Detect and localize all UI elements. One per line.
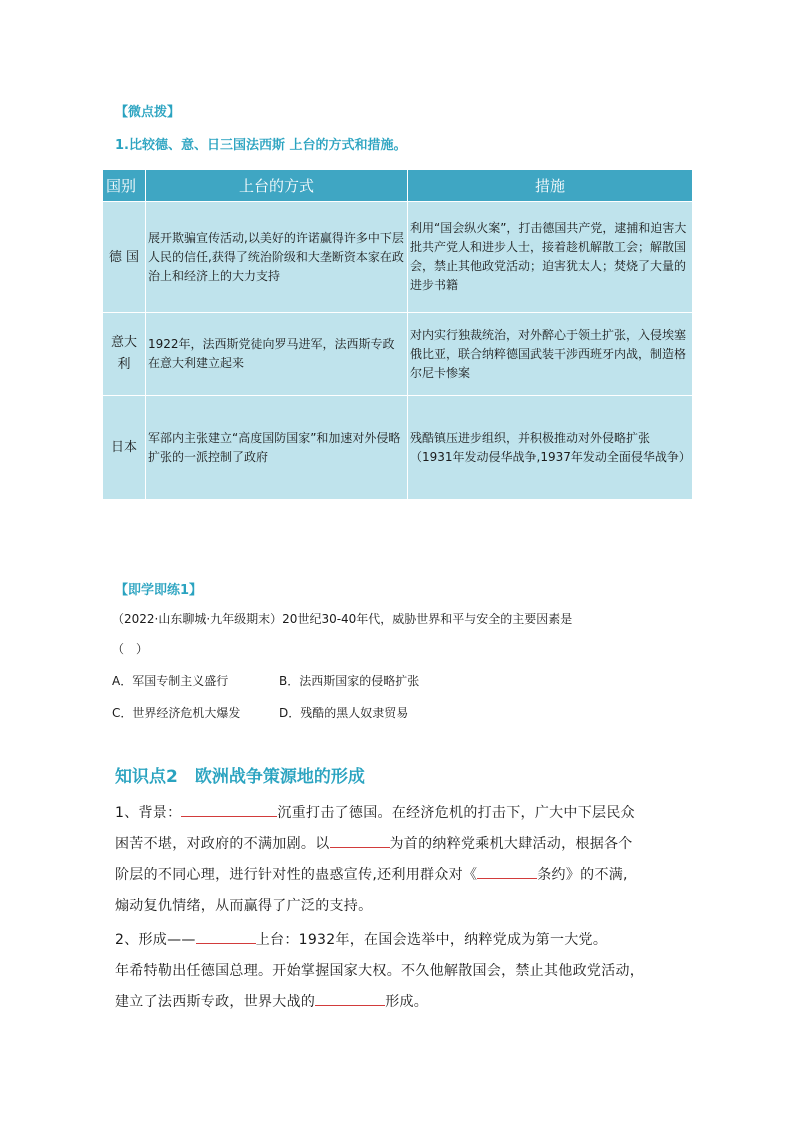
formation-line-2 — [115, 960, 644, 980]
formation-line-3 — [115, 991, 428, 1011]
method-cell: 1922年，法西斯党徒向罗马进军，法西斯专政在意大利建立起来 — [146, 313, 408, 396]
table-header-row — [103, 170, 693, 202]
comparison-table — [102, 169, 693, 500]
knowledge-point-title: 知识点2 欧洲战争策源地的形成 — [115, 767, 365, 787]
fill-blank[interactable] — [477, 864, 537, 879]
micro-tip-heading: 【微点拨】 — [115, 105, 181, 120]
fill-blank[interactable] — [196, 929, 256, 944]
table-row-italy — [103, 313, 693, 396]
question-stem: （2022·山东聊城·九年级期末）20世纪30-40年代，威胁世界和平与安全的主要因素是 — [112, 612, 573, 626]
text: 为首的纳粹党乘机大肆活动，根据各个 — [389, 836, 633, 852]
background-line-4 — [115, 895, 372, 915]
formation-line-1 — [115, 929, 607, 949]
text: 上台：1932年，在国会选举中，纳粹党成为第一大党。 — [255, 932, 608, 948]
option-a[interactable]: A．军国专制主义盛行 — [112, 674, 229, 688]
text: 条约》的不满, — [537, 867, 628, 883]
text: 煽动复仇情绪，从而赢得了广泛的支持。 — [115, 898, 373, 914]
option-c[interactable]: C．世界经济危机大爆发 — [112, 706, 241, 720]
country-cell: 日本 — [103, 396, 146, 500]
text: 沉重打击了德国。在经济危机的打击下，广大中下层民众 — [277, 805, 635, 821]
text: 建立了法西斯专政，世界大战的 — [115, 994, 316, 1010]
header-measures: 措施 — [408, 170, 693, 202]
text: 年希特勒出任德国总理。开始掌握国家大权。不久他解散国会，禁止其他政党活动， — [115, 963, 645, 979]
fill-blank[interactable] — [181, 802, 277, 817]
background-line-2 — [115, 833, 633, 853]
text: 1、背景： — [115, 805, 182, 821]
text: 2、形成—— — [115, 932, 196, 948]
table-intro: 1.比较德、意、日三国法西斯 上台的方式和措施。 — [115, 138, 407, 153]
measures-cell: 残酷镇压进步组织，并积极推动对外侵略扩张（1931年发动侵华战争,1937年发动全面侵华战争） — [408, 396, 693, 500]
fill-blank[interactable] — [315, 991, 385, 1006]
measures-cell: 利用“国会纵火案”，打击德国共产党，逮捕和迫害大批共产党人和进步人士，接着趁机解散工会；解散国会，禁止其他政党活动；迫害犹太人；焚烧了大量的进步书籍 — [408, 202, 693, 313]
header-country: 国别 — [103, 170, 146, 202]
background-line-3 — [115, 864, 628, 884]
table-row-germany — [103, 202, 693, 313]
text: 形成。 — [385, 994, 429, 1010]
method-cell: 军部内主张建立“高度国防国家”和加速对外侵略扩张的一派控制了政府 — [146, 396, 408, 500]
method-cell: 展开欺骗宣传活动,以美好的许诺赢得许多中下层人民的信任,获得了统治阶级和大垄断资本家在政治上和经济上的大力支持 — [146, 202, 408, 313]
country-cell: 意大利 — [103, 313, 146, 396]
practice-heading: 【即学即练1】 — [115, 583, 203, 598]
option-d[interactable]: D．残酷的黑人奴隶贸易 — [279, 706, 409, 720]
text: 困苦不堪，对政府的不满加剧。以 — [115, 836, 330, 852]
fill-blank[interactable] — [330, 833, 390, 848]
background-line-1 — [115, 802, 635, 822]
option-b[interactable]: B．法西斯国家的侵略扩张 — [279, 674, 420, 688]
country-cell: 德 国 — [103, 202, 146, 313]
header-method: 上台的方式 — [146, 170, 408, 202]
table-row-japan — [103, 396, 693, 500]
measures-cell: 对内实行独裁统治，对外醉心于领土扩张，入侵埃塞俄比亚，联合纳粹德国武装干涉西班牙内战，制造格尔尼卡惨案 — [408, 313, 693, 396]
text: 阶层的不同心理，进行针对性的蛊惑宣传,还利用群众对《 — [115, 867, 478, 883]
answer-bracket: （ ） — [112, 642, 149, 656]
